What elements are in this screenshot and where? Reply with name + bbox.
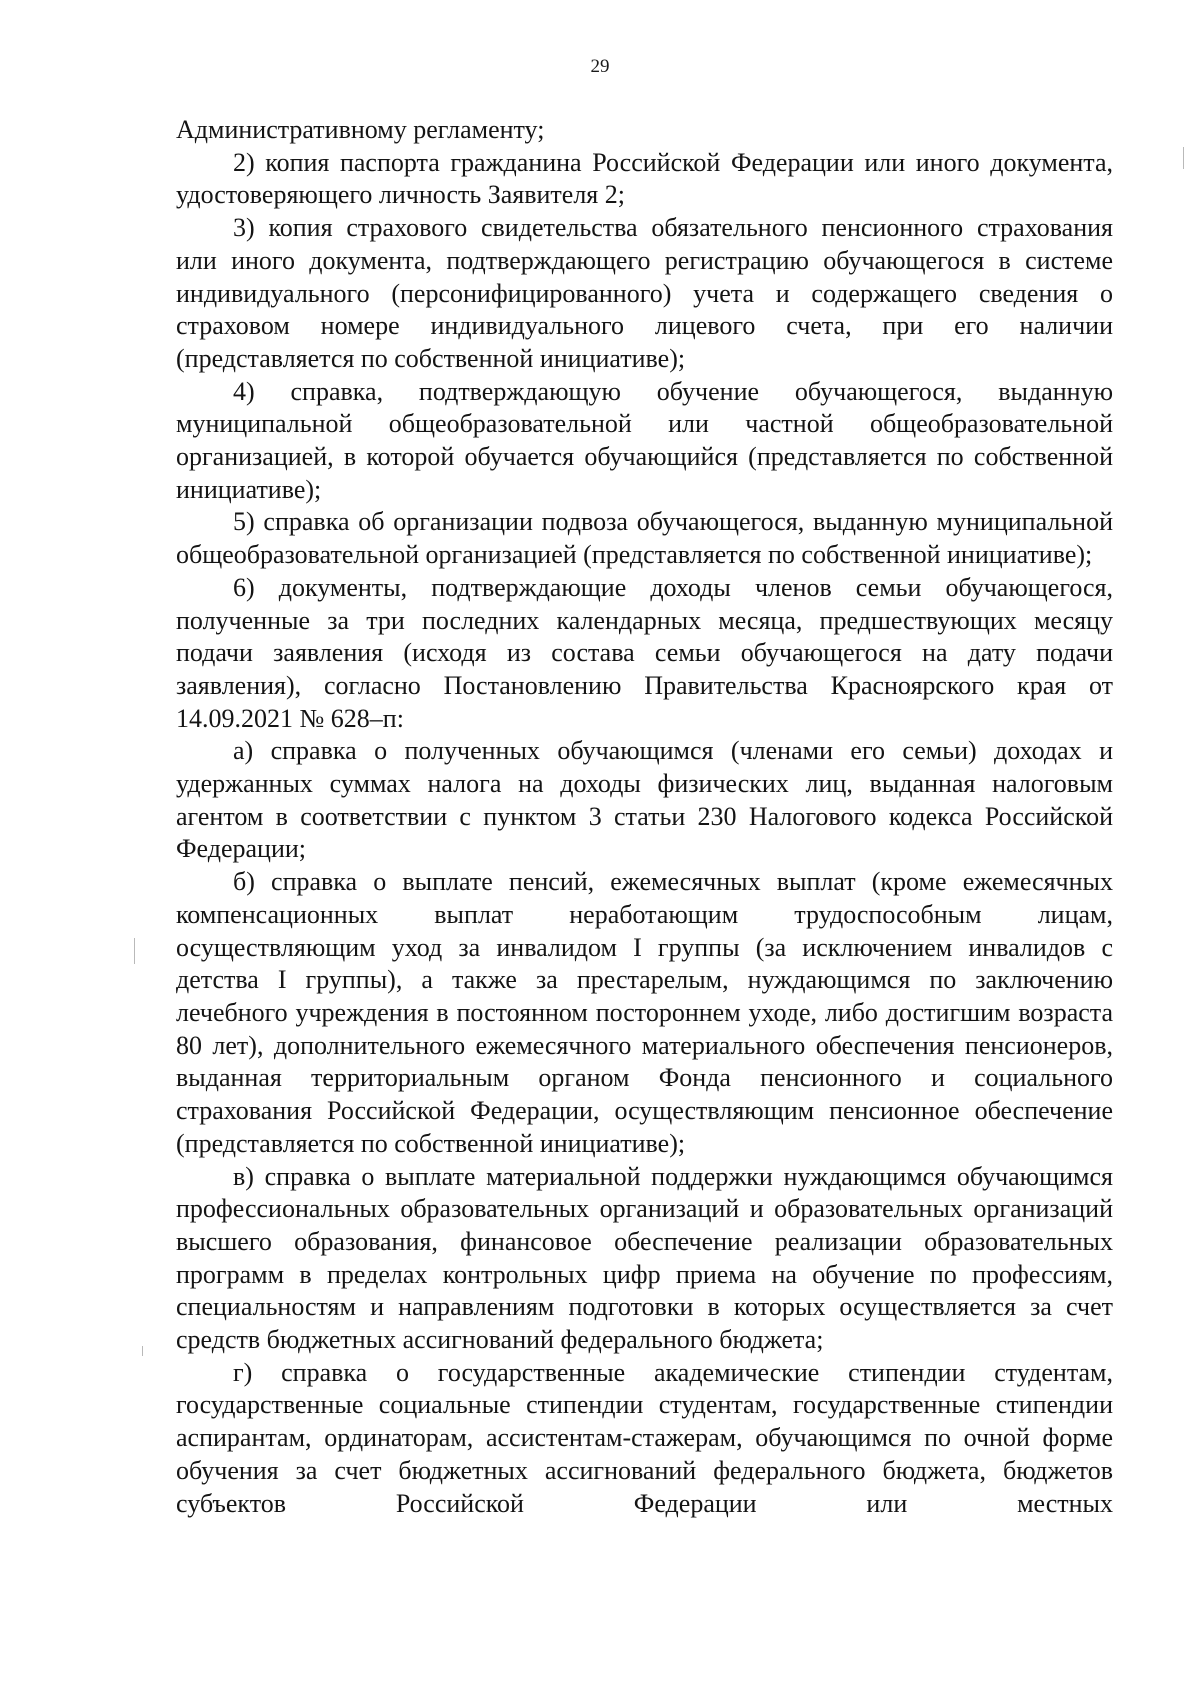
paragraph-item-6: 6) документы, подтверждающие доходы членов семьи обучающегося, полученные за три последних календарных месяца, предшествующих месяцу подачи заявления (исходя из состава семьи обучающегося на дату подачи заявления), согласно Постановлению Правительства Красноярского края от 14.09.2021 № 628–п:	[176, 572, 1113, 733]
paragraph-subitem-a: а) справка о полученных обучающимся (членами его семьи) доходах и удержанных суммах налога на доходы физических лиц, выданная налоговым агентом в соответствии с пунктом 3 статьи 230 Налогового кодекса Российской Федерации;	[176, 736, 1113, 864]
paragraph-item-4: 4) справка, подтверждающую обучение обучающегося, выданную муниципальной общеобразовательной или частной общеобразовательной организацией, в которой обучается обучающийся (представляется по собственной инициативе);	[176, 376, 1113, 504]
scan-artifact-mark	[1183, 147, 1184, 169]
paragraph-subitem-v: в) справка о выплате материальной поддержки нуждающимся обучающимся профессиональных образовательных организаций и образовательных организаций высшего образования, финансовое обеспечение реализации образовательных программ в пределах контрольных цифр приема на обучение по профессиям, специальностям и направлениям подготовки в которых осуществляется за счет средств бюджетных ассигнований федерального бюджета;	[176, 1161, 1113, 1355]
page-number: 29	[590, 56, 610, 77]
paragraph-item-5: 5) справка об организации подвоза обучающегося, выданную муниципальной общеобразовательной организацией (представляется по собственной инициативе);	[176, 507, 1113, 570]
paragraph-continuation: Административному регламенту;	[176, 115, 545, 144]
paragraph-subitem-g: г) справка о государственные академические стипендии студентам, государственные социальные стипендии студентам, государственные стипендии аспирантам, ординаторам, ассистентам-стажерам, обучающимся по очной форме обучения за счет бюджетных ассигнований федерального бюджета, бюджетов субъектов Российской Федерации или местных	[176, 1357, 1113, 1518]
paragraph-item-3: 3) копия страхового свидетельства обязательного пенсионного страхования или иного документа, подтверждающего регистрацию обучающегося в системе индивидуального (персонифицированного) учета и содержащего сведения о страховом номере индивидуального лицевого счета, при его наличии (представляется по собственной инициативе);	[176, 213, 1113, 373]
scan-artifact-mark	[134, 938, 135, 964]
paragraph-subitem-b: б) справка о выплате пенсий, ежемесячных выплат (кроме ежемесячных компенсационных выплат неработающим трудоспособным лицам, осуществляющим уход за инвалидом I группы (за исключением инвалидов с детства I группы), а также за престарелым, нуждающимся по заключению лечебного учреждения в постоянном постороннем уходе, либо достигшим возраста 80 лет), дополнительного ежемесячного материального обеспечения пенсионеров, выданная территориальным органом Фонда пенсионного и социального страхования Российской Федерации, осуществляющим пенсионное обеспечение (представляется по собственной инициативе);	[176, 867, 1113, 1158]
paragraph-item-2: 2) копия паспорта гражданина Российской Федерации или иного документа, удостоверяющего личность Заявителя 2;	[176, 147, 1113, 210]
document-body	[176, 114, 1113, 1520]
scan-artifact-mark	[142, 1346, 143, 1356]
